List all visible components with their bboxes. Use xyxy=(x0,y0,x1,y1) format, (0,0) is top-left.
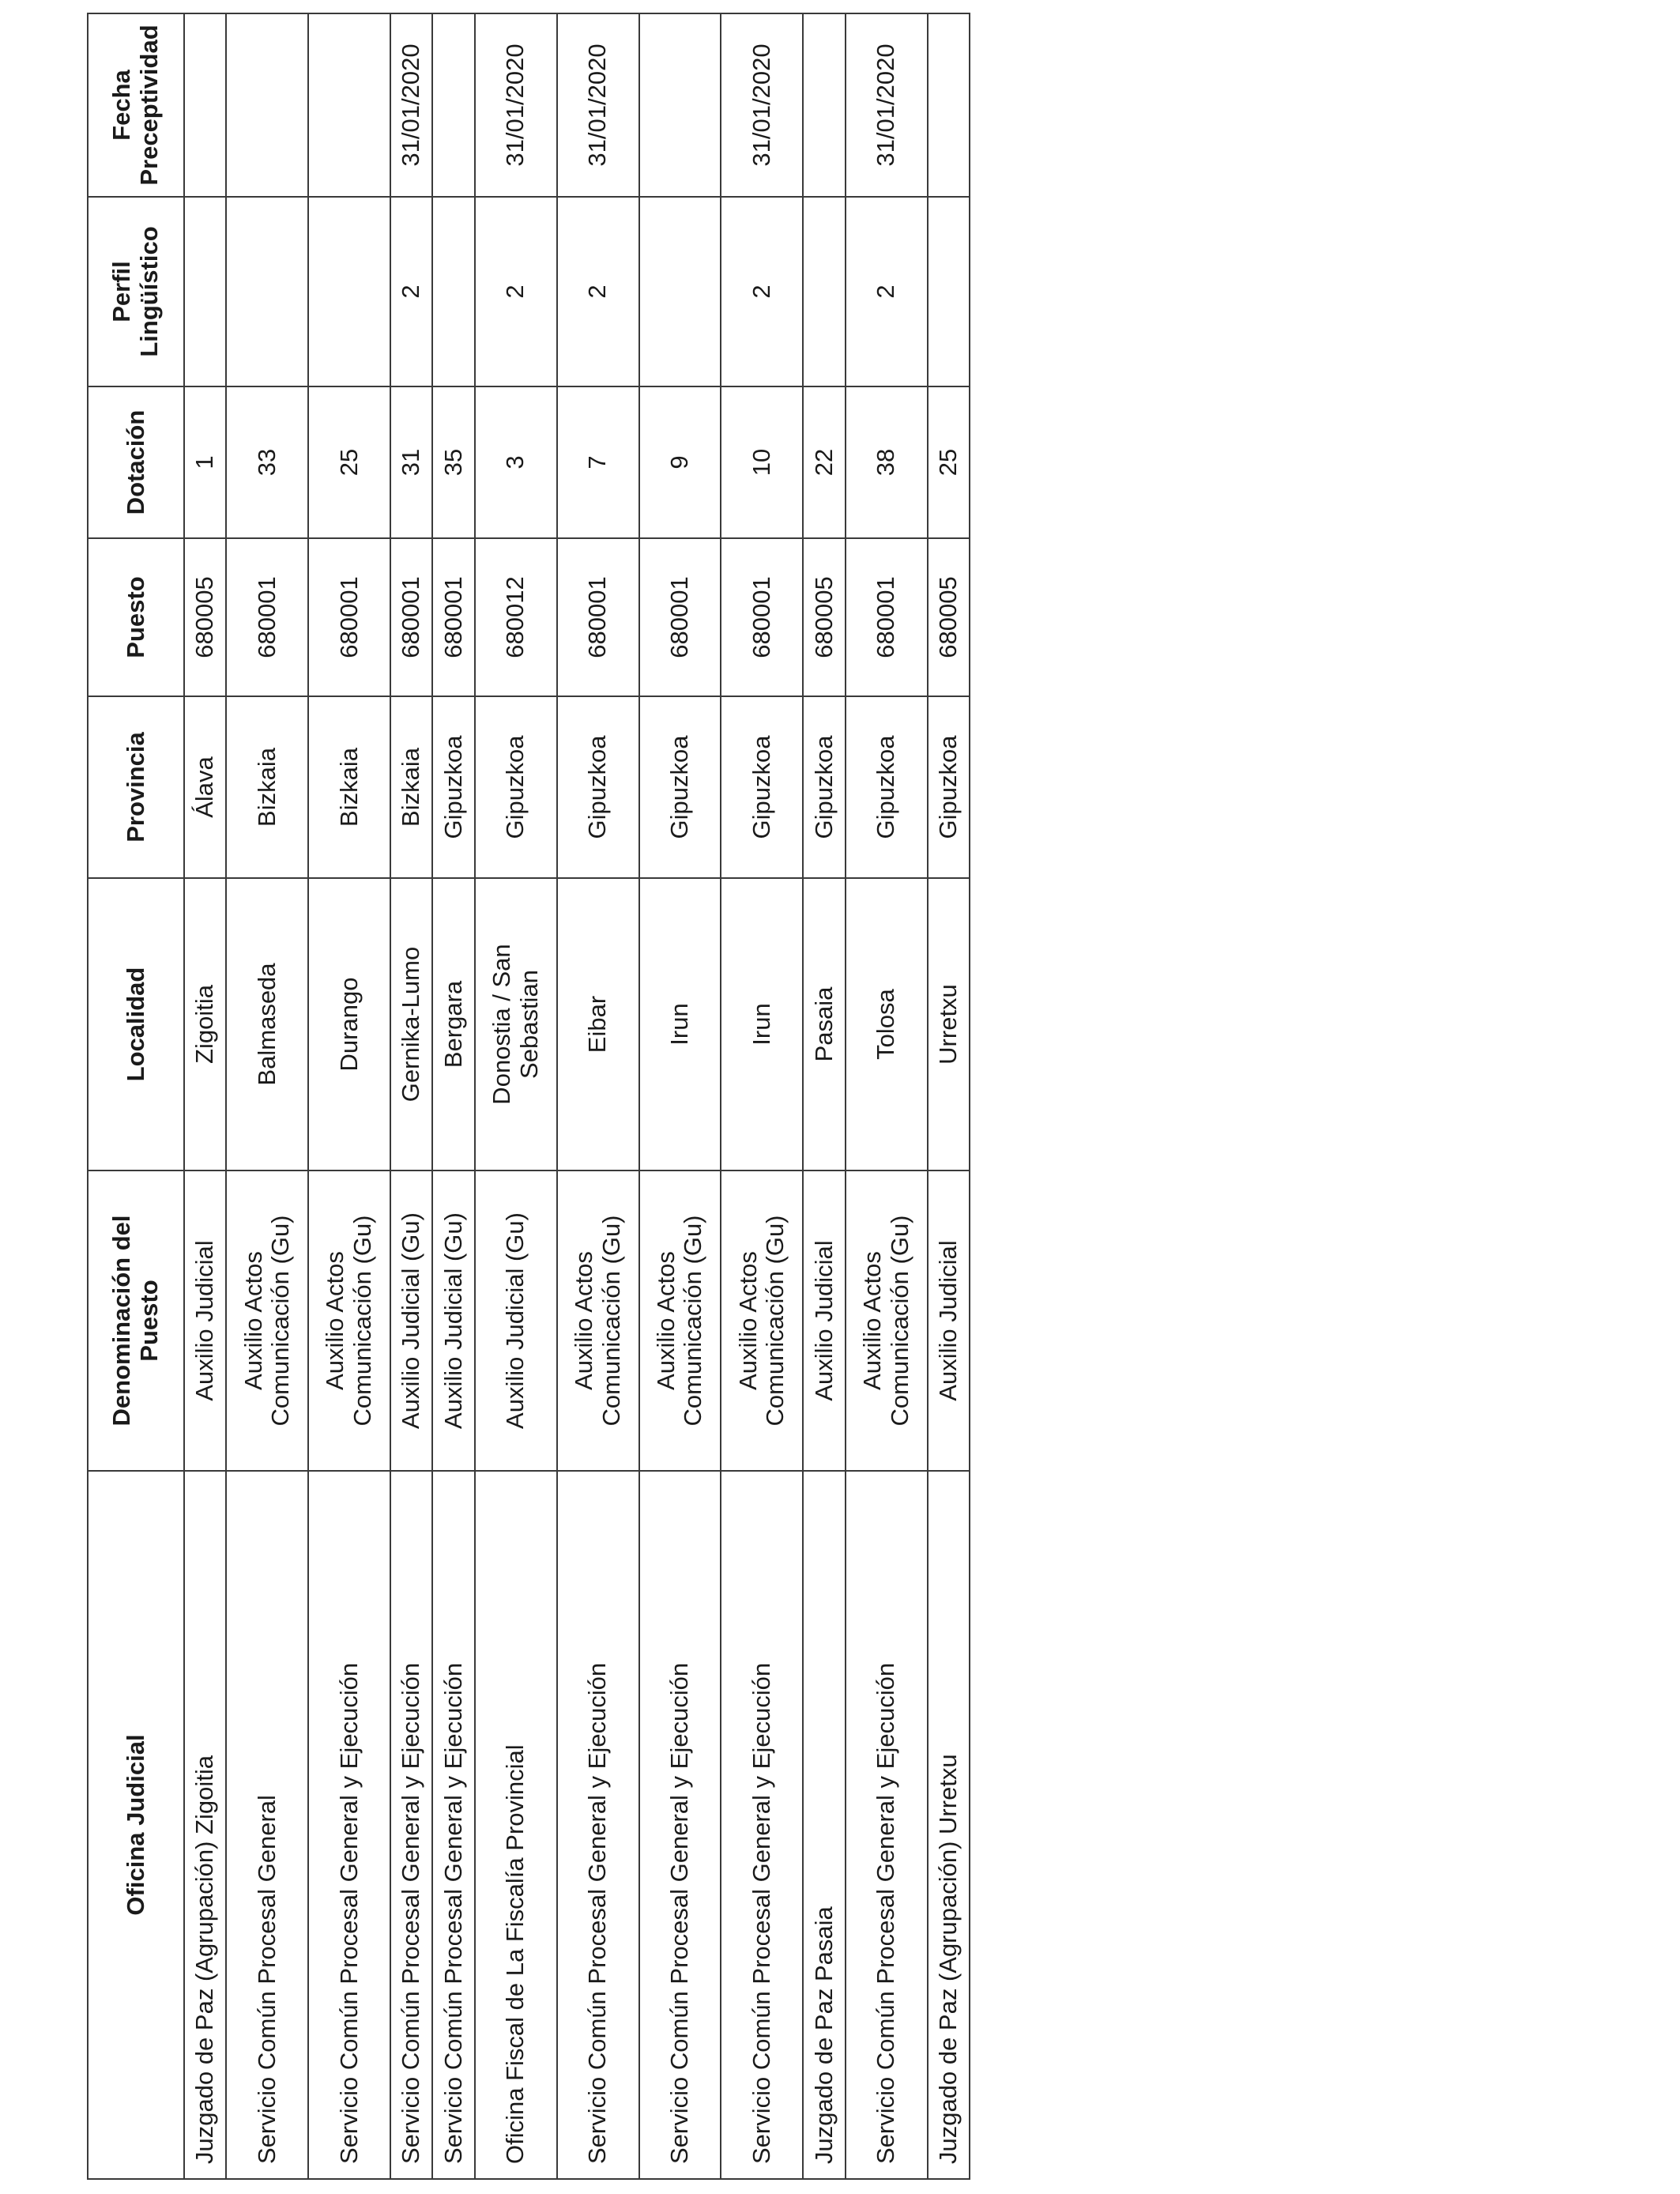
cell-dotacion: 35 xyxy=(432,386,474,538)
cell-fecha-preceptividad xyxy=(308,13,390,197)
cell-perfil-linguistico: 2 xyxy=(390,197,432,386)
cell-fecha-preceptividad xyxy=(226,13,308,197)
cell-localidad: Irun xyxy=(721,878,803,1171)
cell-oficina-judicial: Servicio Común Procesal General y Ejecución xyxy=(721,1471,803,2179)
cell-puesto: 680005 xyxy=(928,538,970,696)
cell-provincia: Bizkaia xyxy=(226,696,308,878)
table-row xyxy=(846,13,928,2179)
cell-puesto: 680001 xyxy=(721,538,803,696)
cell-puesto: 680005 xyxy=(184,538,226,696)
cell-oficina-judicial: Juzgado de Paz (Agrupación) Zigoitia xyxy=(184,1471,226,2179)
header-puesto: Puesto xyxy=(88,538,184,696)
cell-dotacion: 7 xyxy=(557,386,639,538)
cell-localidad: Gernika-Lumo xyxy=(390,878,432,1171)
table-row xyxy=(557,13,639,2179)
cell-perfil-linguistico xyxy=(432,197,474,386)
cell-provincia: Gipuzkoa xyxy=(803,696,845,878)
cell-fecha-preceptividad: 31/01/2020 xyxy=(475,13,557,197)
cell-localidad: Donostia / San Sebastian xyxy=(475,878,557,1171)
table-body xyxy=(184,13,970,2179)
cell-localidad: Balmaseda xyxy=(226,878,308,1171)
cell-localidad: Urretxu xyxy=(928,878,970,1171)
cell-provincia: Bizkaia xyxy=(308,696,390,878)
table-row xyxy=(475,13,557,2179)
table-row xyxy=(184,13,226,2179)
cell-oficina-judicial: Servicio Común Procesal General y Ejecución xyxy=(308,1471,390,2179)
cell-puesto: 680001 xyxy=(846,538,928,696)
cell-denominacion-puesto: Auxilio Actos Comunicación (Gu) xyxy=(557,1171,639,1471)
cell-puesto: 680001 xyxy=(557,538,639,696)
cell-denominacion-puesto: Auxilio Actos Comunicación (Gu) xyxy=(639,1171,721,1471)
table-row xyxy=(639,13,721,2179)
cell-fecha-preceptividad xyxy=(928,13,970,197)
cell-denominacion-puesto: Auxilio Actos Comunicación (Gu) xyxy=(846,1171,928,1471)
cell-perfil-linguistico xyxy=(184,197,226,386)
cell-puesto: 680001 xyxy=(226,538,308,696)
cell-oficina-judicial: Servicio Común Procesal General y Ejecución xyxy=(432,1471,474,2179)
cell-oficina-judicial: Servicio Común Procesal General y Ejecución xyxy=(639,1471,721,2179)
header-perfil-linguistico: Perfil Lingüístico xyxy=(88,197,184,386)
cell-dotacion: 25 xyxy=(308,386,390,538)
cell-provincia: Gipuzkoa xyxy=(639,696,721,878)
cell-dotacion: 10 xyxy=(721,386,803,538)
cell-dotacion: 25 xyxy=(928,386,970,538)
cell-fecha-preceptividad xyxy=(432,13,474,197)
table-row xyxy=(390,13,432,2179)
header-dotacion: Dotación xyxy=(88,386,184,538)
cell-denominacion-puesto: Auxilio Judicial xyxy=(928,1171,970,1471)
cell-fecha-preceptividad xyxy=(184,13,226,197)
cell-perfil-linguistico xyxy=(639,197,721,386)
cell-oficina-judicial: Juzgado de Paz Pasaia xyxy=(803,1471,845,2179)
cell-puesto: 680001 xyxy=(639,538,721,696)
cell-provincia: Gipuzkoa xyxy=(475,696,557,878)
table-row xyxy=(928,13,970,2179)
cell-oficina-judicial: Servicio Común Procesal General xyxy=(226,1471,308,2179)
cell-localidad: Zigoitia xyxy=(184,878,226,1171)
cell-provincia: Gipuzkoa xyxy=(432,696,474,878)
cell-localidad: Eibar xyxy=(557,878,639,1171)
header-oficina-judicial: Oficina Judicial xyxy=(88,1471,184,2179)
cell-denominacion-puesto: Auxilio Judicial (Gu) xyxy=(432,1171,474,1471)
cell-fecha-preceptividad: 31/01/2020 xyxy=(557,13,639,197)
cell-oficina-judicial: Servicio Común Procesal General y Ejecución xyxy=(846,1471,928,2179)
cell-perfil-linguistico: 2 xyxy=(846,197,928,386)
header-fecha-preceptividad: Fecha Preceptividad xyxy=(88,13,184,197)
rotated-page xyxy=(87,14,970,2180)
cell-localidad: Durango xyxy=(308,878,390,1171)
cell-perfil-linguistico xyxy=(308,197,390,386)
header-row xyxy=(88,13,184,2179)
cell-provincia: Gipuzkoa xyxy=(721,696,803,878)
cell-perfil-linguistico: 2 xyxy=(557,197,639,386)
cell-localidad: Tolosa xyxy=(846,878,928,1171)
cell-dotacion: 38 xyxy=(846,386,928,538)
cell-localidad: Irun xyxy=(639,878,721,1171)
header-localidad: Localidad xyxy=(88,878,184,1171)
cell-denominacion-puesto: Auxilio Judicial (Gu) xyxy=(475,1171,557,1471)
cell-oficina-judicial: Servicio Común Procesal General y Ejecución xyxy=(557,1471,639,2179)
cell-fecha-preceptividad: 31/01/2020 xyxy=(721,13,803,197)
cell-oficina-judicial: Servicio Común Procesal General y Ejecución xyxy=(390,1471,432,2179)
cell-provincia: Bizkaia xyxy=(390,696,432,878)
table-row xyxy=(226,13,308,2179)
cell-dotacion: 3 xyxy=(475,386,557,538)
cell-oficina-judicial: Oficina Fiscal de La Fiscalía Provincial xyxy=(475,1471,557,2179)
table-row xyxy=(308,13,390,2179)
cell-provincia: Gipuzkoa xyxy=(928,696,970,878)
cell-dotacion: 1 xyxy=(184,386,226,538)
table-row xyxy=(803,13,845,2179)
cell-fecha-preceptividad: 31/01/2020 xyxy=(846,13,928,197)
cell-dotacion: 9 xyxy=(639,386,721,538)
cell-denominacion-puesto: Auxilio Actos Comunicación (Gu) xyxy=(226,1171,308,1471)
cell-fecha-preceptividad xyxy=(803,13,845,197)
cell-localidad: Bergara xyxy=(432,878,474,1171)
cell-perfil-linguistico: 2 xyxy=(721,197,803,386)
cell-denominacion-puesto: Auxilio Actos Comunicación (Gu) xyxy=(721,1171,803,1471)
header-provincia: Provincia xyxy=(88,696,184,878)
table-row xyxy=(721,13,803,2179)
cell-dotacion: 22 xyxy=(803,386,845,538)
cell-denominacion-puesto: Auxilio Judicial xyxy=(184,1171,226,1471)
cell-provincia: Gipuzkoa xyxy=(557,696,639,878)
cell-provincia: Gipuzkoa xyxy=(846,696,928,878)
cell-puesto: 680001 xyxy=(390,538,432,696)
cell-puesto: 680001 xyxy=(432,538,474,696)
cell-perfil-linguistico xyxy=(803,197,845,386)
cell-fecha-preceptividad: 31/01/2020 xyxy=(390,13,432,197)
cell-perfil-linguistico: 2 xyxy=(475,197,557,386)
cell-localidad: Pasaia xyxy=(803,878,845,1171)
cell-puesto: 680001 xyxy=(308,538,390,696)
cell-dotacion: 33 xyxy=(226,386,308,538)
cell-fecha-preceptividad xyxy=(639,13,721,197)
cell-denominacion-puesto: Auxilio Judicial xyxy=(803,1171,845,1471)
cell-oficina-judicial: Juzgado de Paz (Agrupación) Urretxu xyxy=(928,1471,970,2179)
cell-denominacion-puesto: Auxilio Actos Comunicación (Gu) xyxy=(308,1171,390,1471)
plazas-table xyxy=(87,13,970,2180)
cell-puesto: 680012 xyxy=(475,538,557,696)
cell-denominacion-puesto: Auxilio Judicial (Gu) xyxy=(390,1171,432,1471)
cell-puesto: 680005 xyxy=(803,538,845,696)
table-row xyxy=(432,13,474,2179)
cell-dotacion: 31 xyxy=(390,386,432,538)
cell-perfil-linguistico xyxy=(226,197,308,386)
cell-provincia: Álava xyxy=(184,696,226,878)
header-denominacion-puesto: Denominación del Puesto xyxy=(88,1171,184,1471)
cell-perfil-linguistico xyxy=(928,197,970,386)
